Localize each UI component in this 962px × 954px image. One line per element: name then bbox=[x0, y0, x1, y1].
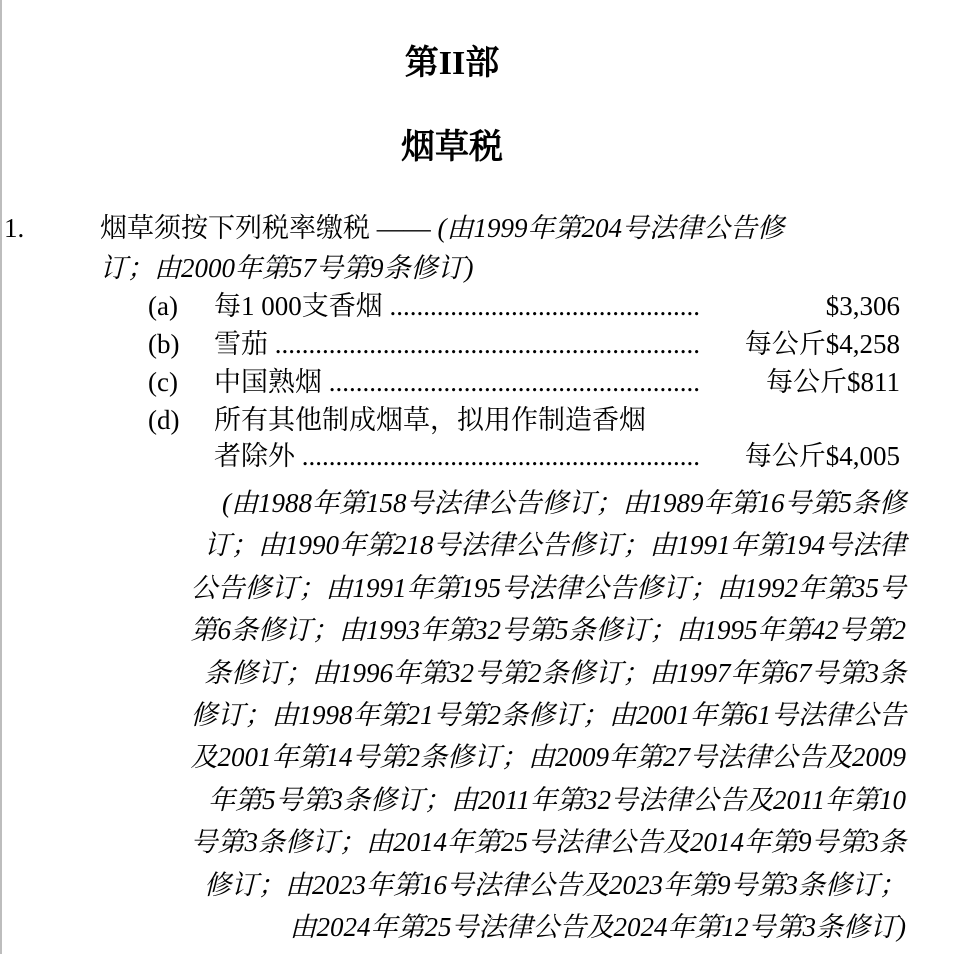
amendment-line: 公告修订；由1991年第195号法律公告修订；由1992年第35号 bbox=[190, 572, 906, 603]
section-lead bbox=[100, 208, 890, 288]
rate-item-d bbox=[148, 402, 900, 474]
section-lead-note-1: (由1999年第204号法律公告修 bbox=[437, 213, 784, 243]
rate-description: 每1 000支香烟 ..... bbox=[214, 288, 700, 324]
rate-description-line-1: 所有其他制成烟草，拟用作制造香烟 bbox=[214, 405, 646, 435]
rate-label: (a) bbox=[148, 291, 178, 321]
section-lead-note-2: 订；由2000年第57号第9条修订) bbox=[100, 253, 474, 283]
amendment-line: 修订；由2023年第16号法律公告及2023年第9号第3条修订； bbox=[204, 869, 906, 900]
rate-description: 雪茄 ..... bbox=[214, 326, 700, 362]
amendment-line: 修订；由1998年第21号第2条修订；由2001年第61号法律公告 bbox=[190, 700, 906, 731]
part-title: 第II部 bbox=[404, 45, 500, 82]
rate-label: (c) bbox=[148, 367, 178, 397]
rate-item-b bbox=[148, 326, 900, 362]
amendment-line: 条修订；由1996年第32号第2条修订；由1997年第67号第3条 bbox=[204, 657, 906, 688]
rate-amount: 每公斤$4,005 bbox=[744, 441, 900, 471]
amendment-line: 由2024年第25号法律公告及2024年第12号第3条修订) bbox=[289, 912, 906, 943]
section-number: 1. bbox=[4, 213, 25, 243]
amendment-line: 号第3条修订；由2014年第25号法律公告及2014年第9号第3条 bbox=[190, 827, 906, 858]
rate-item-a bbox=[148, 288, 900, 324]
amendment-line: 订；由1990年第218号法律公告修订；由1991年第194号法律 bbox=[204, 530, 906, 561]
rate-item-c bbox=[148, 364, 900, 400]
amendment-line: 及2001年第14号第2条修订；由2009年第27号法律公告及2009 bbox=[190, 742, 906, 773]
rate-amount: $3,306 bbox=[825, 291, 900, 321]
amendment-line: 年第5号第3条修订；由2011年第32号法律公告及2011年第10 bbox=[208, 784, 906, 815]
rate-amount: 每公斤$811 bbox=[766, 367, 900, 397]
part-subtitle: 烟草税 bbox=[401, 129, 503, 166]
rate-description-line-2: 者除外 ..... bbox=[214, 438, 700, 474]
section-lead-line-1 bbox=[100, 208, 890, 248]
amendment-line: (由1988年第158号法律公告修订；由1989年第16号第5条修 bbox=[222, 488, 906, 518]
section-lead-text: 烟草须按下列税率缴税 —— bbox=[100, 213, 438, 243]
amendment-line: 第6条修订；由1993年第32号第5条修订；由1995年第42号第2 bbox=[190, 615, 906, 646]
rate-label: (d) bbox=[148, 405, 180, 435]
rate-label: (b) bbox=[148, 329, 180, 359]
rate-amount: 每公斤$4,258 bbox=[744, 329, 900, 359]
amendment-history bbox=[100, 482, 906, 948]
rate-description: 中国熟烟 ..... bbox=[214, 364, 700, 400]
